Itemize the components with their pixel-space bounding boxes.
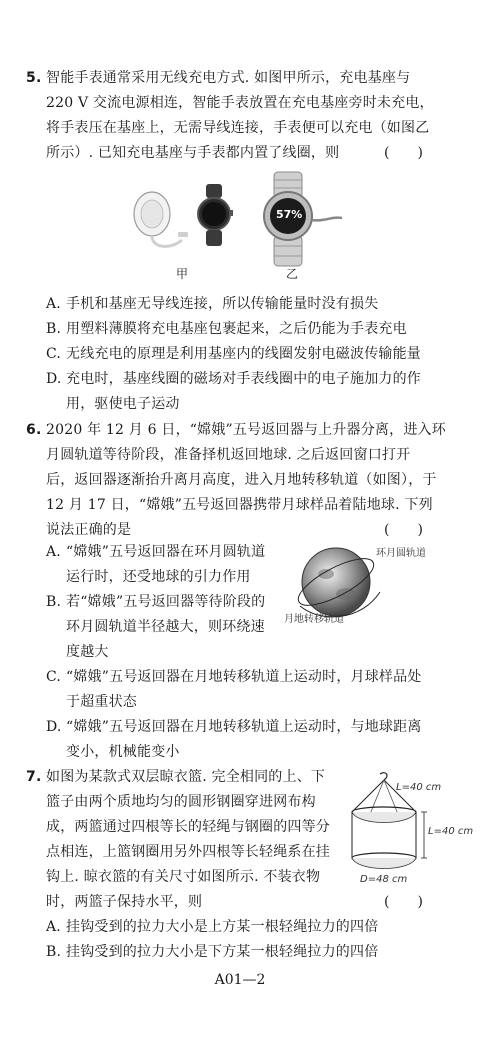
q7-label-middle-rope: L=40 cm [428,826,474,837]
q7-option-b-text: 挂钩受到的拉力大小是下方某一根轻绳拉力的四倍 [66,944,379,960]
page-number: A01—2 [214,972,266,988]
q5-stem-line-3: 将手表压在基座上，无需导线连接，手表便可以充电（如图乙 [46,120,430,136]
q7-stem-line-3: 成，两篮通过四根等长的轻绳与钢圈的四等分 [46,819,330,835]
q7-label-upper-rope: L=40 cm [396,782,442,793]
q5-option-d-label: D. [46,371,62,387]
q7-stem-line-5: 钩上. 晾衣篮的有关尺寸如图所示. 不装衣物 [46,869,321,885]
q6-option-b-line-2: 环月圆轨道半径越大，则环绕速 [66,619,265,635]
q6-option-a-line-1: “嫦娥”五号返回器在环月圆轨道 [66,544,266,560]
q5-option-b-label: B. [46,321,62,337]
q5-watch-battery-display: 57% [276,208,303,221]
q5-number: 5. [26,70,42,86]
q6-stem-line-2: 月圆轨道等待阶段，准备择机返回地球. 之后返回窗口打开 [46,447,411,463]
q6-option-a-label: A. [46,544,61,560]
q7-label-diameter: D=48 cm [360,874,408,885]
q7-option-a-label: A. [46,919,61,935]
q7-stem-line-4: 点相连，上篮钢圈用另外四根等长轻绳系在挂 [46,844,330,860]
q5-option-d-line-2: 用，驱使电子运动 [66,396,180,412]
q5-figure-charger [130,178,240,258]
q6-stem-line-4: 12 月 17 日，“嫦娥”五号返回器携带月球样品着陆地球. 下列 [46,497,433,513]
q6-option-c-label: C. [46,669,62,685]
q7-answer-bracket: ( ) [384,894,423,910]
q6-number: 6. [26,422,42,438]
q6-stem-line-5: 说法正确的是 [46,522,132,538]
q6-label-lunar-orbit: 环月圆轨道 [376,548,426,559]
q6-option-b-line-3: 度越大 [66,644,109,660]
q6-option-c-line-1: “嫦娥”五号返回器在月地转移轨道上运动时，月球样品处 [66,669,422,685]
q5-option-a-text: 手机和基座无导线连接，所以传输能量时没有损失 [66,296,379,312]
q7-option-a-text: 挂钩受到的拉力大小是上方某一根轻绳拉力的四倍 [66,919,379,935]
q6-option-d-line-1: “嫦娥”五号返回器在月地转移轨道上运动时，与地球距离 [66,719,422,735]
q5-option-a-label: A. [46,296,61,312]
q5-option-c-label: C. [46,346,62,362]
q6-option-a-line-2: 运行时，还受地球的引力作用 [66,569,251,585]
q5-figure-caption-jia: 甲 [176,267,189,281]
q6-option-d-line-2: 变小，机械能变小 [66,744,180,760]
q7-number: 7. [26,769,42,785]
q5-figure-caption-yi: 乙 [286,267,299,281]
q6-option-d-label: D. [46,719,62,735]
q7-option-b-label: B. [46,944,62,960]
q7-stem-line-1: 如图为某款式双层晾衣篮. 完全相同的上、下 [46,769,326,785]
q7-stem-line-2: 篮子由两个质地均匀的圆形钢圈穿进网布构 [46,794,316,810]
q5-answer-bracket: ( ) [384,145,423,161]
q6-option-b-label: B. [46,594,62,610]
q6-option-b-line-1: 若“嫦娥”五号返回器等待阶段的 [66,594,266,610]
q5-stem-line-1: 智能手表通常采用无线充电方式. 如图甲所示，充电基座与 [46,70,411,86]
q5-stem-line-4: 所示）. 已知充电基座与手表都内置了线圈，则 [46,145,340,161]
q6-label-transfer-orbit: 月地转移轨道 [284,614,344,625]
q6-stem-line-3: 后，返回器逐渐抬升离月高度，进入月地转移轨道（如图），于 [46,472,437,488]
q6-stem-line-1: 2020 年 12 月 6 日，“嫦娥”五号返回器与上升器分离，进入环 [46,422,446,438]
q5-option-b-text: 用塑料薄膜将充电基座包裹起来，之后仍能为手表充电 [66,321,407,337]
q5-option-d-line-1: 充电时，基座线圈的磁场对手表线圈中的电子施加力的作 [66,371,421,387]
q5-stem-line-2: 220 V 交流电源相连，智能手表放置在充电基座旁时未充电， [46,95,434,111]
q7-stem-line-6: 时，两篮子保持水平，则 [46,894,203,910]
q6-answer-bracket: ( ) [384,522,423,538]
q6-option-c-line-2: 于超重状态 [66,694,137,710]
q5-option-c-text: 无线充电的原理是利用基座内的线圈发射电磁波传输能量 [66,346,421,362]
